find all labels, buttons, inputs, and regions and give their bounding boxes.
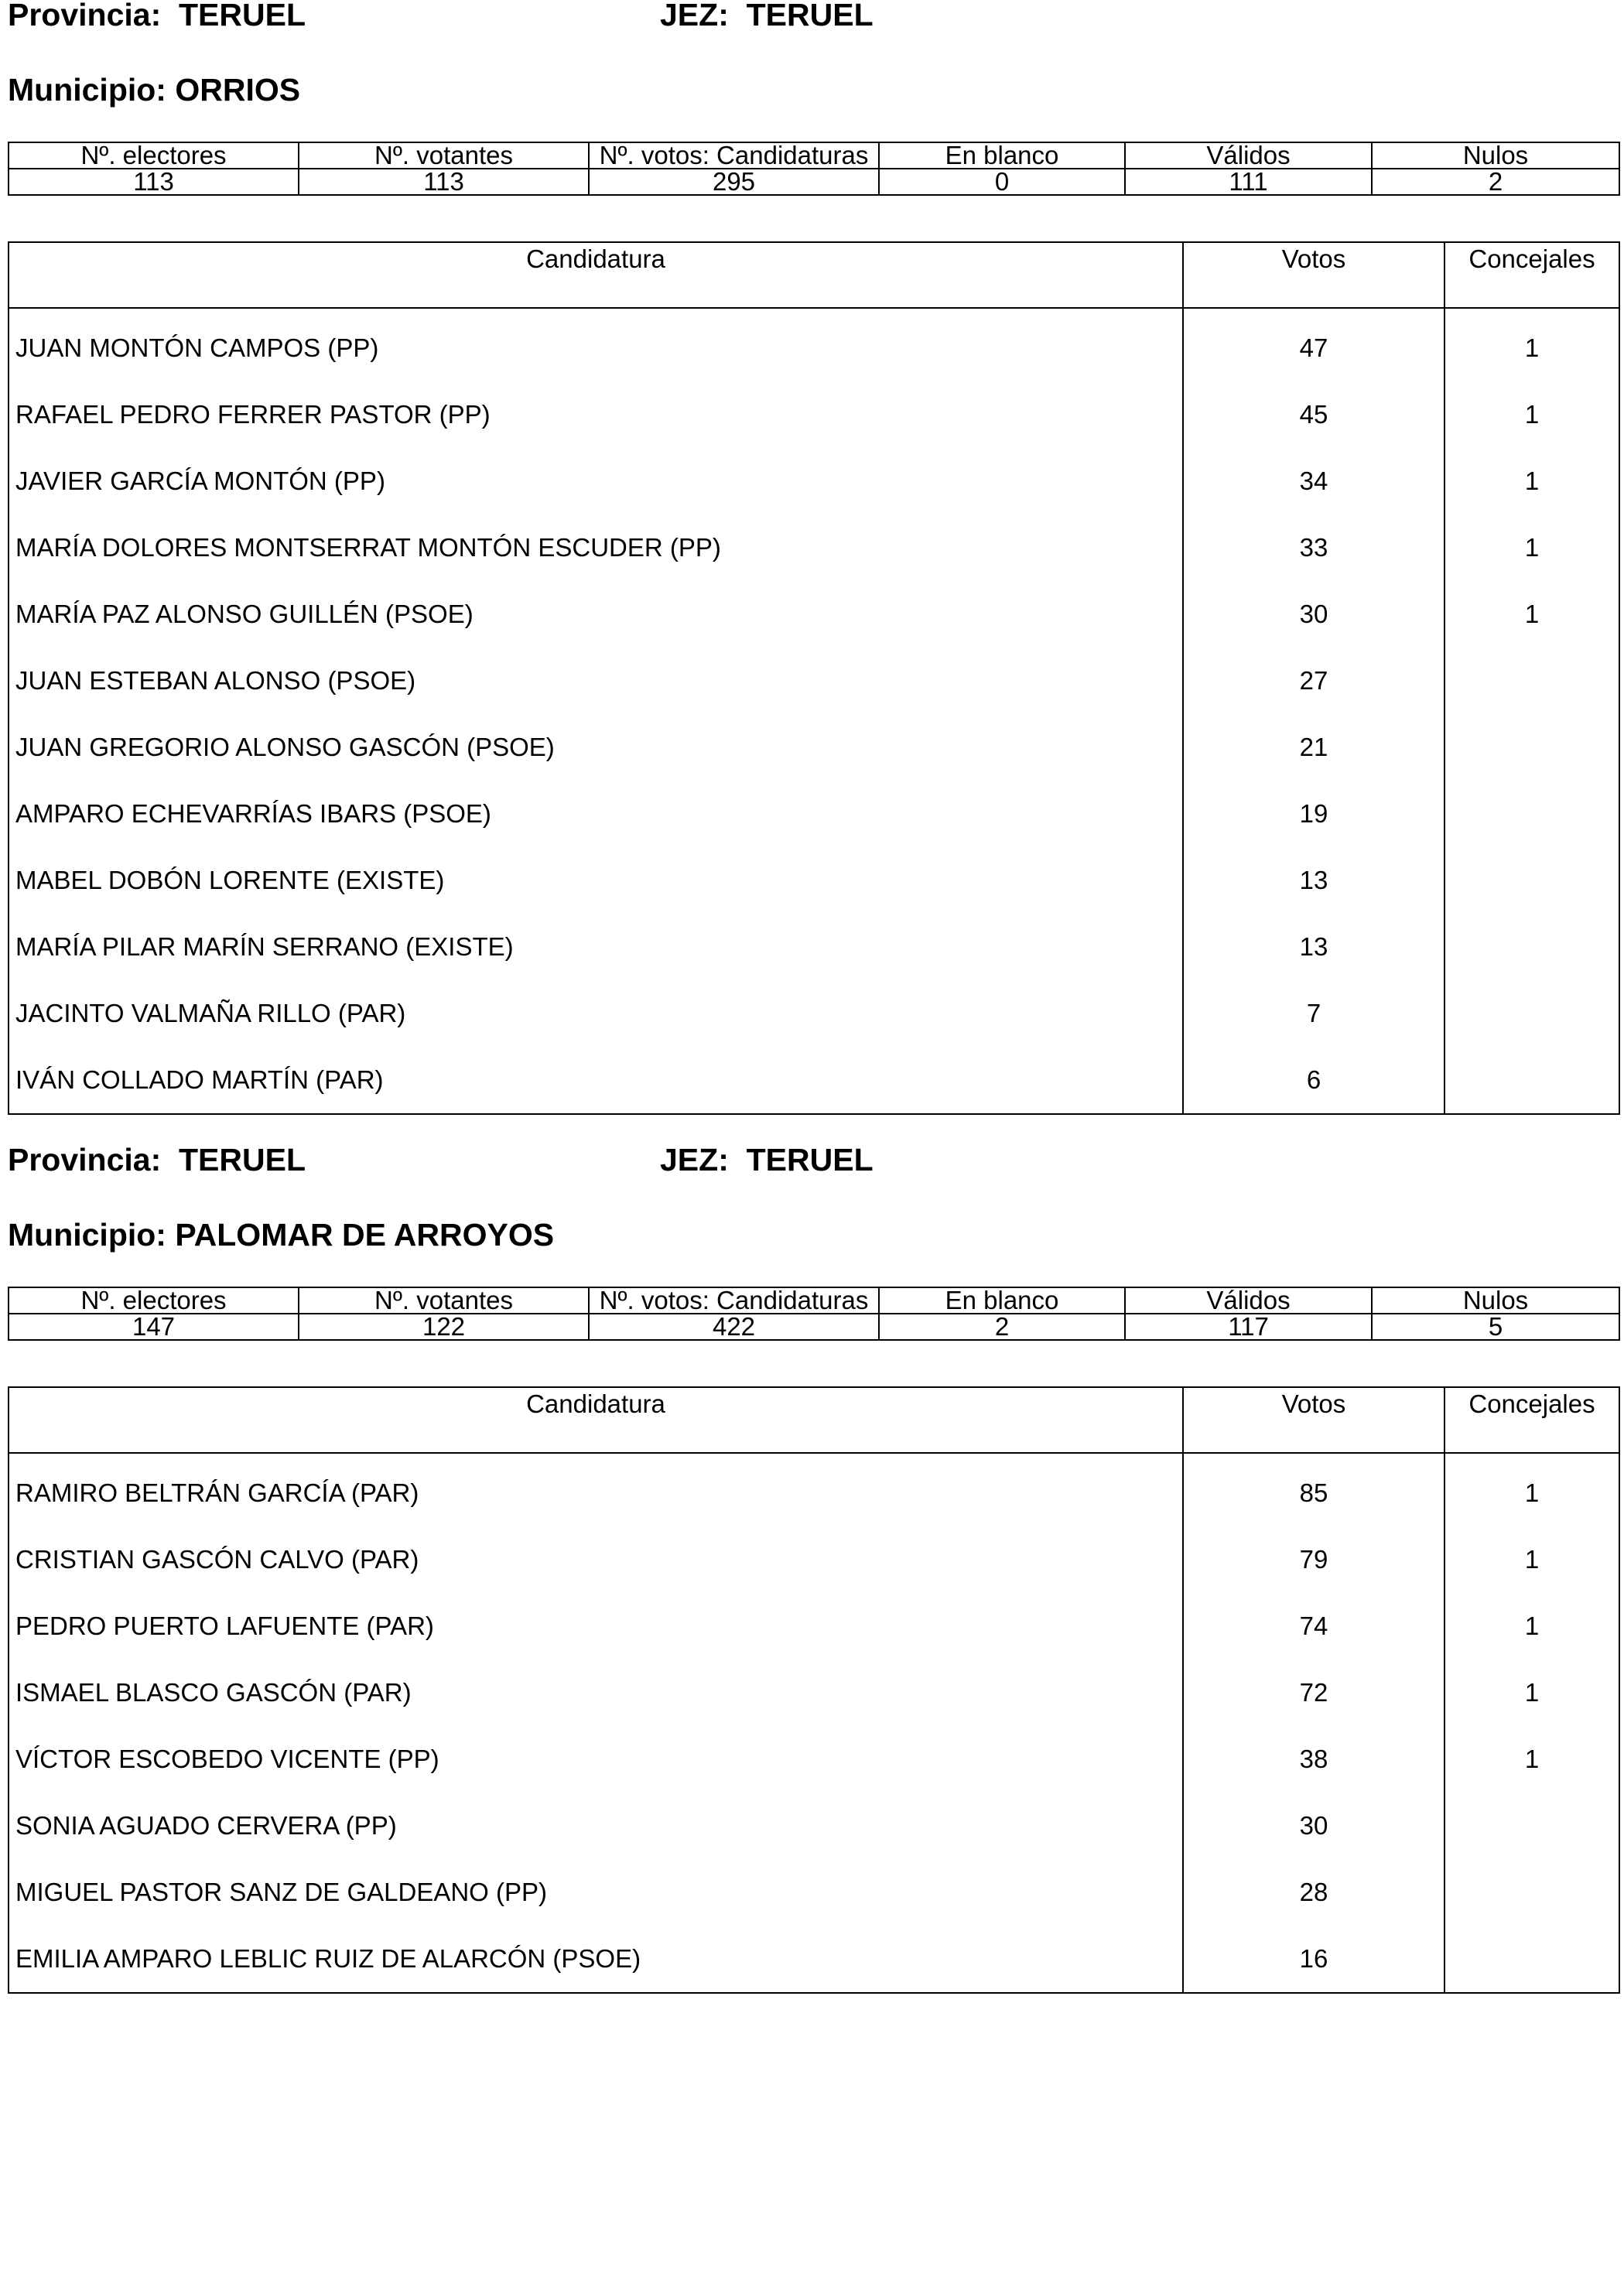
candidate-name: MABEL DOBÓN LORENTE (EXISTE) bbox=[15, 866, 445, 894]
table-row bbox=[9, 1593, 1619, 1659]
candidate-seats bbox=[1445, 781, 1619, 847]
candidate-name: RAFAEL PEDRO FERRER PASTOR (PP) bbox=[15, 400, 491, 429]
candidate-name: JAVIER GARCÍA MONTÓN (PP) bbox=[15, 467, 385, 495]
candidate-votes: 28 bbox=[1183, 1859, 1445, 1926]
table-row bbox=[9, 1659, 1619, 1726]
summary-value-row bbox=[9, 1314, 1619, 1340]
summary-value-cell: 113 bbox=[299, 169, 589, 195]
summary-value-cell: 422 bbox=[589, 1314, 879, 1340]
candidate-name: MARÍA PILAR MARÍN SERRANO (EXISTE) bbox=[15, 932, 514, 961]
summary-header-cell: Nº. electores bbox=[9, 1287, 299, 1314]
municipality-section bbox=[0, 1142, 1624, 2290]
summary-value-cell: 111 bbox=[1125, 169, 1372, 195]
candidate-name: ISMAEL BLASCO GASCÓN (PAR) bbox=[15, 1678, 412, 1707]
candidate-votes: 79 bbox=[1183, 1526, 1445, 1593]
candidate-seats bbox=[1445, 1859, 1619, 1926]
table-row bbox=[9, 914, 1619, 980]
summary-header-cell: En blanco bbox=[879, 1287, 1125, 1314]
candidate-name: IVÁN COLLADO MARTÍN (PAR) bbox=[15, 1065, 384, 1094]
province-label: Provincia: TERUEL bbox=[8, 0, 306, 32]
candidate-name: JACINTO VALMAÑA RILLO (PAR) bbox=[15, 999, 406, 1027]
table-row bbox=[9, 1926, 1619, 1993]
candidate-name: EMILIA AMPARO LEBLIC RUIZ DE ALARCÓN (PSOE) bbox=[15, 1944, 641, 1973]
candidate-votes: 19 bbox=[1183, 781, 1445, 847]
table-row bbox=[9, 980, 1619, 1047]
candidate-name: JUAN MONTÓN CAMPOS (PP) bbox=[15, 333, 379, 362]
table-row bbox=[9, 714, 1619, 781]
summary-value-row bbox=[9, 169, 1619, 195]
table-row bbox=[9, 448, 1619, 514]
candidate-seats: 1 bbox=[1445, 381, 1619, 448]
candidate-name: MARÍA PAZ ALONSO GUILLÉN (PSOE) bbox=[15, 600, 474, 628]
candidate-seats: 1 bbox=[1445, 1453, 1619, 1526]
summary-header-cell: Nulos bbox=[1372, 142, 1619, 169]
summary-header-cell: Nº. electores bbox=[9, 142, 299, 169]
summary-value-cell: 5 bbox=[1372, 1314, 1619, 1340]
candidate-header-cell: Candidatura bbox=[9, 242, 1183, 308]
candidate-votes: 6 bbox=[1183, 1047, 1445, 1114]
summary-value-cell: 2 bbox=[1372, 169, 1619, 195]
table-row bbox=[9, 1453, 1619, 1526]
candidate-seats bbox=[1445, 714, 1619, 781]
candidate-header-cell: Candidatura bbox=[9, 1387, 1183, 1453]
candidate-seats bbox=[1445, 847, 1619, 914]
table-row bbox=[9, 847, 1619, 914]
candidate-name: MARÍA DOLORES MONTSERRAT MONTÓN ESCUDER (PP) bbox=[15, 533, 721, 562]
summary-header-cell: Nº. votantes bbox=[299, 1287, 589, 1314]
table-row bbox=[9, 1526, 1619, 1593]
candidate-name: VÍCTOR ESCOBEDO VICENTE (PP) bbox=[15, 1745, 439, 1773]
table-row bbox=[9, 581, 1619, 648]
table-row bbox=[9, 1047, 1619, 1114]
candidate-seats: 1 bbox=[1445, 448, 1619, 514]
candidate-votes: 45 bbox=[1183, 381, 1445, 448]
candidate-votes: 34 bbox=[1183, 448, 1445, 514]
candidate-votes: 30 bbox=[1183, 1793, 1445, 1859]
summary-header-cell: En blanco bbox=[879, 142, 1125, 169]
candidate-seats: 1 bbox=[1445, 514, 1619, 581]
jez-label: JEZ: TERUEL bbox=[660, 1142, 874, 1177]
candidates-header-row bbox=[9, 242, 1619, 308]
table-row bbox=[9, 514, 1619, 581]
summary-value-cell: 295 bbox=[589, 169, 879, 195]
table-row bbox=[9, 1793, 1619, 1859]
summary-header-cell: Nº. votantes bbox=[299, 142, 589, 169]
table-row bbox=[9, 308, 1619, 381]
candidate-name: AMPARO ECHEVARRÍAS IBARS (PSOE) bbox=[15, 799, 491, 828]
summary-header-cell: Válidos bbox=[1125, 1287, 1372, 1314]
summary-value-cell: 2 bbox=[879, 1314, 1125, 1340]
votes-header-cell: Votos bbox=[1183, 1387, 1445, 1453]
summary-header-cell: Nulos bbox=[1372, 1287, 1619, 1314]
candidate-name: SONIA AGUADO CERVERA (PP) bbox=[15, 1811, 397, 1840]
candidate-seats bbox=[1445, 1926, 1619, 1993]
candidate-votes: 72 bbox=[1183, 1659, 1445, 1726]
candidates-header-row bbox=[9, 1387, 1619, 1453]
candidate-votes: 38 bbox=[1183, 1726, 1445, 1793]
candidate-name: RAMIRO BELTRÁN GARCÍA (PAR) bbox=[15, 1478, 419, 1507]
summary-value-cell: 122 bbox=[299, 1314, 589, 1340]
candidate-votes: 7 bbox=[1183, 980, 1445, 1047]
candidates-table bbox=[8, 241, 1620, 1115]
candidate-votes: 85 bbox=[1183, 1453, 1445, 1526]
candidate-seats: 1 bbox=[1445, 308, 1619, 381]
summary-value-cell: 113 bbox=[9, 169, 299, 195]
summary-value-cell: 117 bbox=[1125, 1314, 1372, 1340]
candidate-seats bbox=[1445, 1047, 1619, 1114]
summary-header-row bbox=[9, 1287, 1619, 1314]
table-row bbox=[9, 1859, 1619, 1926]
candidate-name: JUAN GREGORIO ALONSO GASCÓN (PSOE) bbox=[15, 733, 555, 761]
summary-header-row bbox=[9, 142, 1619, 169]
table-row bbox=[9, 1726, 1619, 1793]
candidate-votes: 74 bbox=[1183, 1593, 1445, 1659]
candidate-votes: 47 bbox=[1183, 308, 1445, 381]
summary-value-cell: 0 bbox=[879, 169, 1125, 195]
municipality-title: Municipio: ORRIOS bbox=[8, 72, 301, 108]
summary-value-cell: 147 bbox=[9, 1314, 299, 1340]
candidates-table bbox=[8, 1386, 1620, 1994]
candidate-seats: 1 bbox=[1445, 1593, 1619, 1659]
jez-label: JEZ: TERUEL bbox=[660, 0, 874, 32]
summary-table bbox=[8, 1287, 1620, 1341]
candidate-votes: 16 bbox=[1183, 1926, 1445, 1993]
candidate-votes: 30 bbox=[1183, 581, 1445, 648]
candidate-seats: 1 bbox=[1445, 581, 1619, 648]
seats-header-cell: Concejales bbox=[1445, 242, 1619, 308]
candidate-seats bbox=[1445, 648, 1619, 714]
summary-header-cell: Nº. votos: Candidaturas bbox=[589, 1287, 879, 1314]
candidate-name: MIGUEL PASTOR SANZ DE GALDEANO (PP) bbox=[15, 1878, 548, 1906]
candidate-seats bbox=[1445, 914, 1619, 980]
seats-header-cell: Concejales bbox=[1445, 1387, 1619, 1453]
candidate-seats: 1 bbox=[1445, 1726, 1619, 1793]
candidate-votes: 21 bbox=[1183, 714, 1445, 781]
candidate-votes: 33 bbox=[1183, 514, 1445, 581]
table-row bbox=[9, 781, 1619, 847]
candidate-seats: 1 bbox=[1445, 1659, 1619, 1726]
candidate-name: PEDRO PUERTO LAFUENTE (PAR) bbox=[15, 1612, 434, 1640]
summary-header-cell: Nº. votos: Candidaturas bbox=[589, 142, 879, 169]
table-row bbox=[9, 648, 1619, 714]
summary-table bbox=[8, 142, 1620, 196]
candidate-votes: 27 bbox=[1183, 648, 1445, 714]
candidate-name: CRISTIAN GASCÓN CALVO (PAR) bbox=[15, 1545, 419, 1574]
province-label: Provincia: TERUEL bbox=[8, 1142, 306, 1177]
summary-header-cell: Válidos bbox=[1125, 142, 1372, 169]
candidate-votes: 13 bbox=[1183, 914, 1445, 980]
votes-header-cell: Votos bbox=[1183, 242, 1445, 308]
candidate-votes: 13 bbox=[1183, 847, 1445, 914]
candidate-seats bbox=[1445, 1793, 1619, 1859]
municipality-title: Municipio: PALOMAR DE ARROYOS bbox=[8, 1217, 555, 1253]
candidate-seats: 1 bbox=[1445, 1526, 1619, 1593]
candidate-seats bbox=[1445, 980, 1619, 1047]
candidate-name: JUAN ESTEBAN ALONSO (PSOE) bbox=[15, 666, 416, 695]
table-row bbox=[9, 381, 1619, 448]
